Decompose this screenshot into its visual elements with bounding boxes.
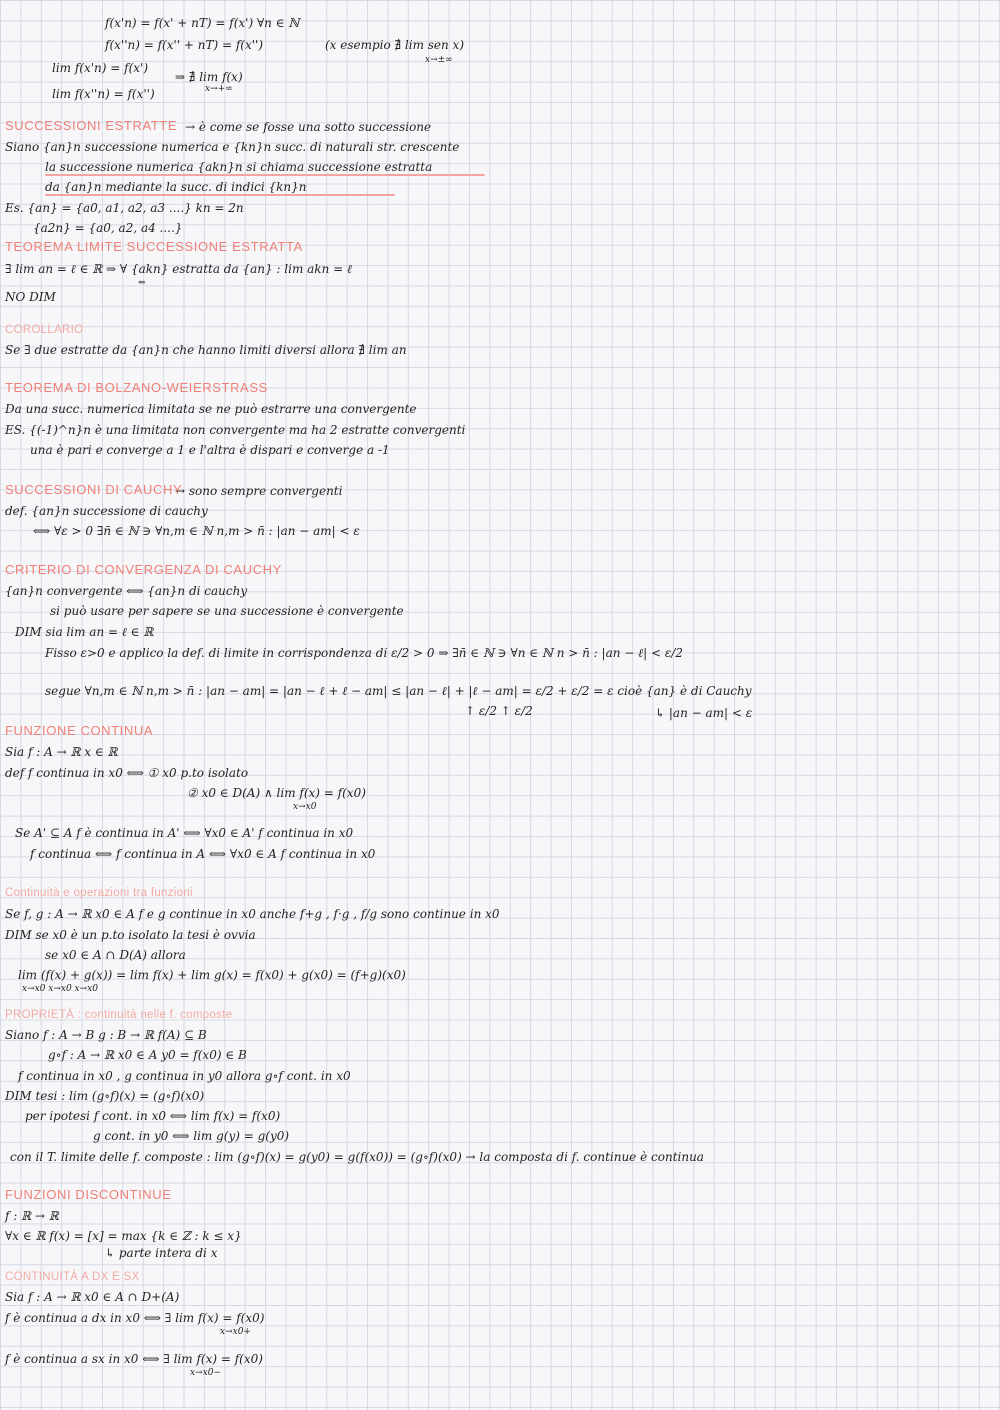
note-line: ES. {(-1)^n}n è una limitata non convergente ma ha 2 estratte convergenti (5, 423, 466, 437)
note-line: Siano {an}n successione numerica e {kn}n succ. di naturali str. crescente (5, 140, 460, 154)
note-line: DIM se x0 è un p.to isolato la tesi è ovvia (5, 928, 256, 942)
highlight-underline (45, 194, 395, 196)
note-line: → è come se fosse una sotto successione (185, 120, 432, 134)
highlight-underline (45, 174, 485, 176)
note-line: lim f(x''n) = f(x'') (52, 87, 155, 101)
note-line: f(x''n) = f(x'' + nT) = f(x'') (105, 38, 264, 52)
subscript-note: x→x0 x→x0 x→x0 (22, 984, 98, 994)
section-heading: CRITERIO DI CONVERGENZA DI CAUCHY (5, 562, 282, 577)
section-heading: COROLLARIO (5, 324, 84, 336)
note-line: f continua in x0 , g continua in y0 allora g∘f cont. in x0 (18, 1069, 351, 1083)
note-line: g∘f : A → ℝ x0 ∈ A y0 = f(x0) ∈ B (48, 1048, 247, 1062)
section-heading: TEOREMA DI BOLZANO-WEIERSTRASS (5, 380, 268, 395)
note-line: Sia f : A → ℝ x ∈ ℝ (5, 745, 118, 759)
section-heading: PROPRIETÀ : continuità nelle f. composte (5, 1009, 233, 1021)
note-line: con il T. limite delle f. composte : lim (g∘f)(x) = g(y0) = g(f(x0)) = (g∘f)(x0) → la composta di f. continue è continua (10, 1150, 704, 1164)
note-line: Sia f : A → ℝ x0 ∈ A ∩ D+(A) (5, 1290, 180, 1304)
note-line: segue ∀n,m ∈ ℕ n,m > n̄ : |an − am| = |an − ℓ + ℓ − am| ≤ |an − ℓ| + |ℓ − am| = ε/2 + ε/2 = ε cioè {an} è di Cauchy (45, 684, 752, 698)
note-line: lim (f(x) + g(x)) = lim f(x) + lim g(x) = f(x0) + g(x0) = (f+g)(x0) (18, 968, 406, 982)
section-heading: SUCCESSIONI DI CAUCHY (5, 482, 183, 497)
note-line: la successione numerica {akn}n si chiama successione estratta (45, 160, 433, 174)
note-line: Se f, g : A → ℝ x0 ∈ A f e g continue in x0 anche f+g , f·g , f/g sono continue in x0 (5, 907, 500, 921)
section-heading: FUNZIONI DISCONTINUE (5, 1187, 172, 1202)
section-heading: FUNZIONE CONTINUA (5, 723, 154, 738)
note-line: ⇒ ∄ lim f(x) (175, 70, 243, 84)
note-line: ② x0 ∈ D(A) ∧ lim f(x) = f(x0) (187, 786, 366, 800)
note-line: f è continua a dx in x0 ⟺ ∃ lim f(x) = f(x0) (5, 1311, 265, 1325)
note-line: Se A' ⊆ A f è continua in A' ⟺ ∀x0 ∈ A' f continua in x0 (15, 826, 354, 840)
subscript-note: x→x0− (190, 1368, 221, 1378)
subscript-note: x→+∞ (205, 84, 233, 94)
note-line: Siano f : A → B g : B → ℝ f(A) ⊆ B (5, 1028, 207, 1042)
note-line: una è pari e converge a 1 e l'altra è dispari e converge a -1 (30, 443, 390, 457)
note-line: {a2n} = {a0, a2, a4 ....} (33, 221, 183, 235)
note-line: {an}n convergente ⟺ {an}n di cauchy (5, 584, 248, 598)
note-line: Se ∃ due estratte da {an}n che hanno limiti diversi allora ∄ lim an (5, 343, 407, 357)
note-line: Fisso ε>0 e applico la def. di limite in corrispondenza di ε/2 > 0 ⇒ ∃n̄ ∈ ℕ ∋ ∀n ∈ ℕ n > n̄ : |an − ℓ| < ε/2 (45, 646, 683, 660)
subscript-note: x→±∞ (425, 55, 453, 65)
note-line: def f continua in x0 ⟺ ① x0 p.to isolato (5, 766, 249, 780)
note-line: ⟺ ∀ε > 0 ∃n̄ ∈ ℕ ∋ ∀n,m ∈ ℕ n,m > n̄ : |an − am| < ε (33, 524, 360, 538)
note-line: lim f(x'n) = f(x') (52, 61, 149, 75)
section-heading: TEOREMA LIMITE SUCCESSIONE ESTRATTA (5, 239, 303, 254)
subscript-note: ⇐ (138, 278, 146, 288)
note-line: f : ℝ → ℝ (5, 1209, 59, 1223)
note-line: ↳ |an − am| < ε (655, 706, 753, 720)
note-line: g cont. in y0 ⟺ lim g(y) = g(y0) (93, 1129, 290, 1143)
note-line: ∃ lim an = ℓ ∈ ℝ ⇒ ∀ {akn} estratta da {an} : lim akn = ℓ (5, 262, 352, 276)
subscript-note: x→x0 (293, 802, 317, 812)
note-line: DIM tesi : lim (g∘f)(x) = (g∘f)(x0) (5, 1089, 205, 1103)
note-line: f è continua a sx in x0 ⟺ ∃ lim f(x) = f(x0) (5, 1352, 263, 1366)
note-line: per ipotesi f cont. in x0 ⟺ lim f(x) = f(x0) (25, 1109, 281, 1123)
section-heading: CONTINUITÀ A DX E SX (5, 1271, 140, 1283)
section-heading: SUCCESSIONI ESTRATTE (5, 118, 178, 133)
note-line: si può usare per sapere se una successione è convergente (50, 604, 404, 618)
note-line: se x0 ∈ A ∩ D(A) allora (45, 948, 186, 962)
note-line: ↳ parte intera di x (105, 1246, 218, 1260)
note-line: ∀x ∈ ℝ f(x) = [x] = max {k ∈ ℤ : k ≤ x} (5, 1229, 242, 1243)
note-line: (x esempio ∄ lim sen x) (325, 38, 465, 52)
note-line: da {an}n mediante la succ. di indici {kn}n (45, 180, 307, 194)
note-line: DIM sia lim an = ℓ ∈ ℝ (15, 625, 154, 639)
note-line: ↑ ε/2 ↑ ε/2 (465, 704, 533, 718)
note-line: → sono sempre convergenti (175, 484, 343, 498)
note-line: Es. {an} = {a0, a1, a2, a3 ....} kn = 2n (5, 201, 244, 215)
note-line: NO DIM (5, 290, 56, 304)
note-line: f continua ⟺ f continua in A ⟺ ∀x0 ∈ A f continua in x0 (30, 847, 376, 861)
subscript-note: x→x0+ (220, 1327, 251, 1337)
note-line: f(x'n) = f(x' + nT) = f(x') ∀n ∈ ℕ (105, 16, 300, 30)
section-heading: Continuità e operazioni tra funzioni (5, 887, 193, 899)
note-line: Da una succ. numerica limitata se ne può estrarre una convergente (5, 402, 417, 416)
note-line: def. {an}n successione di cauchy (5, 504, 208, 518)
